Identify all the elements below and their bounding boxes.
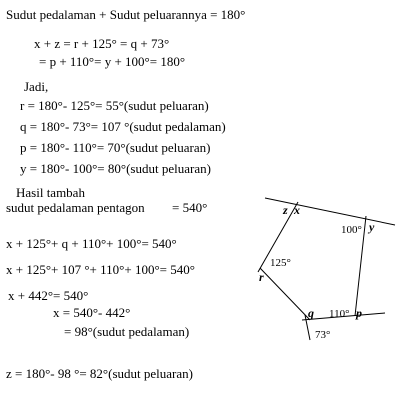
- text-line-4: Jadi,: [24, 79, 49, 94]
- text-line-14: x + 442°= 540°: [8, 288, 89, 303]
- text-line-2: x + z = r + 125° = q + 73°: [34, 36, 170, 51]
- label-angle-110: 110°: [329, 308, 350, 320]
- label-y: y: [369, 220, 375, 234]
- label-z: z: [283, 203, 288, 217]
- text-line-12: x + 125°+ q + 110°+ 100°= 540°: [6, 236, 177, 251]
- text-line-3: = p + 110°= y + 100°= 180°: [39, 54, 186, 69]
- label-x: x: [294, 203, 300, 217]
- text-line-1: Sudut pedalaman + Sudut peluarannya = 180°: [6, 7, 246, 22]
- text-line-15: x = 540°- 442°: [53, 305, 131, 320]
- label-p: p: [356, 306, 362, 320]
- text-line-9: Hasil tambah: [16, 185, 85, 200]
- text-line-13: x + 125°+ 107 °+ 110°+ 100°= 540°: [6, 262, 195, 277]
- label-q: q: [308, 306, 314, 320]
- text-line-6: q = 180°- 73°= 107 °(sudut pedalaman): [20, 119, 226, 134]
- label-angle-125: 125°: [270, 257, 291, 269]
- text-line-8: y = 180°- 100°= 80°(sudut peluaran): [20, 161, 211, 176]
- pentagon-side-lower-left-extended: [260, 268, 310, 320]
- text-line-10: sudut pedalaman pentagon: [6, 200, 145, 215]
- text-line-11: = 540°: [172, 200, 208, 215]
- label-angle-73: 73°: [315, 329, 331, 341]
- text-line-7: p = 180°- 110°= 70°(sudut peluaran): [20, 140, 211, 155]
- text-line-16: = 98°(sudut pedalaman): [64, 324, 190, 339]
- label-angle-100: 100°: [341, 224, 362, 236]
- text-line-17: z = 180°- 98 °= 82°(sudut peluaran): [6, 366, 193, 381]
- label-r: r: [259, 270, 264, 284]
- text-line-5: r = 180°- 125°= 55°(sudut peluaran): [20, 98, 209, 113]
